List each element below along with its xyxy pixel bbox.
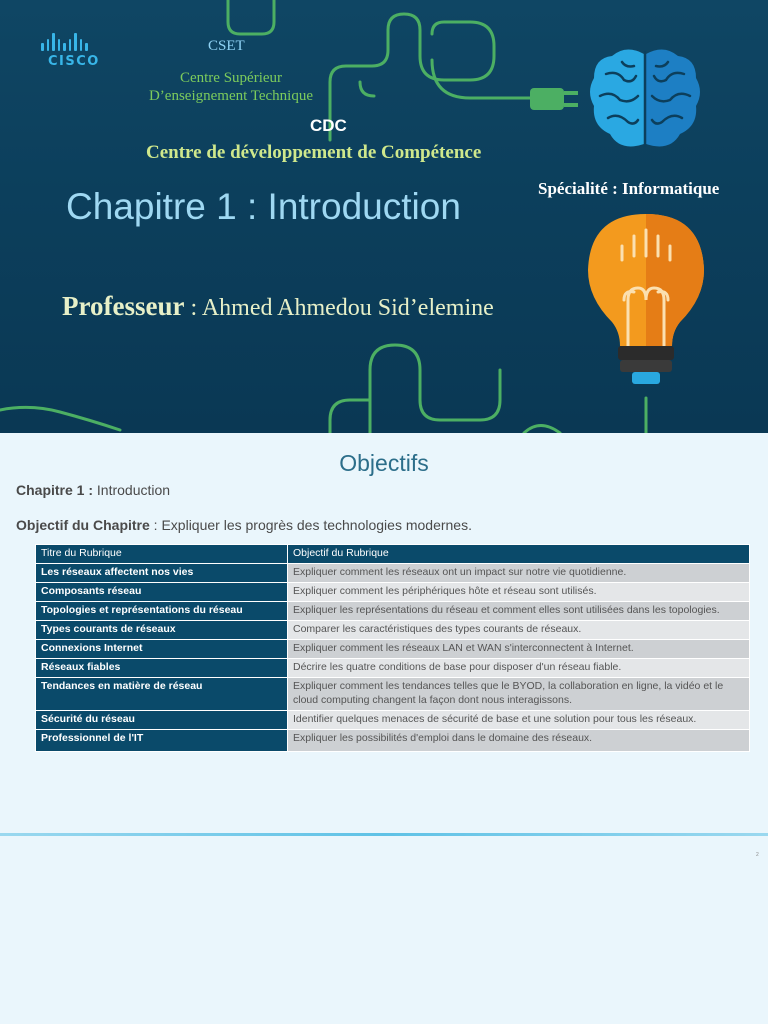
table-cell-title: Topologies et représentations du réseau	[36, 602, 288, 621]
lightbulb-icon	[584, 212, 708, 392]
table-cell-objective: Expliquer comment les périphériques hôte et réseau sont utilisés.	[288, 583, 750, 602]
table-header-row	[36, 545, 750, 564]
objectives-title: Objectifs	[339, 450, 429, 476]
table-cell-objective: Comparer les caractéristiques des types courants de réseaux.	[288, 621, 750, 640]
cset-full-line1: Centre Supérieur	[179, 70, 283, 86]
table-cell-objective: Expliquer comment les réseaux LAN et WAN s'interconnectent à Internet.	[288, 640, 750, 659]
table-cell-objective: Expliquer les possibilités d'emploi dans le domaine des réseaux.	[288, 730, 750, 752]
table-cell-title: Tendances en matière de réseau	[36, 678, 288, 711]
table-cell-title: Types courants de réseaux	[36, 621, 288, 640]
title-slide	[0, 0, 768, 433]
objective-line-label: Objectif du Chapitre	[16, 517, 150, 533]
table-cell-title: Connexions Internet	[36, 640, 288, 659]
objective-line	[16, 517, 472, 533]
objective-line-value: : Expliquer les progrès des technologies modernes.	[149, 517, 472, 533]
table-cell-objective: Expliquer comment les réseaux ont un impact sur notre vie quotidienne.	[288, 564, 750, 583]
table-row	[36, 678, 750, 711]
table-row	[36, 621, 750, 640]
professor-separator: :	[184, 295, 202, 321]
cdc-label: CDC	[310, 116, 347, 135]
professor-label: Professeur	[62, 291, 185, 321]
table-cell-objective: Décrire les quatre conditions de base pour disposer d'un réseau fiable.	[288, 659, 750, 678]
page-number: 2	[756, 852, 759, 858]
cisco-logo-icon	[40, 33, 110, 73]
table-row	[36, 640, 750, 659]
table-row	[36, 730, 750, 752]
table-row	[36, 659, 750, 678]
chapter-line	[16, 482, 170, 498]
cdc-full-name: Centre de développement de Compétence	[146, 142, 482, 163]
table-cell-objective: Identifier quelques menaces de sécurité de base et une solution pour tous les réseaux.	[288, 711, 750, 730]
specialty-label: Spécialité : Informatique	[538, 179, 720, 198]
chapter-title: Chapitre 1 : Introduction	[66, 186, 461, 227]
table-row	[36, 602, 750, 621]
slide-divider	[0, 833, 768, 836]
chapter-line-value: Introduction	[93, 482, 171, 498]
cset-full-name	[136, 69, 326, 105]
table-cell-title: Réseaux fiables	[36, 659, 288, 678]
objectives-table	[35, 544, 750, 752]
table-cell-objective: Expliquer les représentations du réseau et comment elles sont utilisées dans les topologies.	[288, 602, 750, 621]
cset-full-line2: D’enseignement Technique	[148, 88, 314, 104]
professor-name: Ahmed Ahmedou Sid’elemine	[201, 295, 494, 321]
table-row	[36, 711, 750, 730]
table-cell-title: Composants réseau	[36, 583, 288, 602]
plug-icon	[530, 88, 578, 110]
professor-line	[62, 291, 494, 322]
table-row	[36, 564, 750, 583]
table-cell-objective: Expliquer comment les tendances telles que le BYOD, la collaboration en ligne, la vidéo et le cloud computing changent la façon dont nous interagissons.	[288, 678, 750, 711]
table-cell-title: Les réseaux affectent nos vies	[36, 564, 288, 583]
table-header-title: Titre du Rubrique	[36, 545, 288, 564]
table-row	[36, 583, 750, 602]
brain-icon	[586, 44, 704, 156]
table-cell-title: Sécurité du réseau	[36, 711, 288, 730]
table-header-objective: Objectif du Rubrique	[288, 545, 750, 564]
chapter-line-label: Chapitre 1 :	[16, 482, 94, 498]
cset-label: CSET	[208, 38, 245, 54]
cisco-logo-text: CISCO	[48, 54, 100, 69]
table-cell-title: Professionnel de l'IT	[36, 730, 288, 752]
